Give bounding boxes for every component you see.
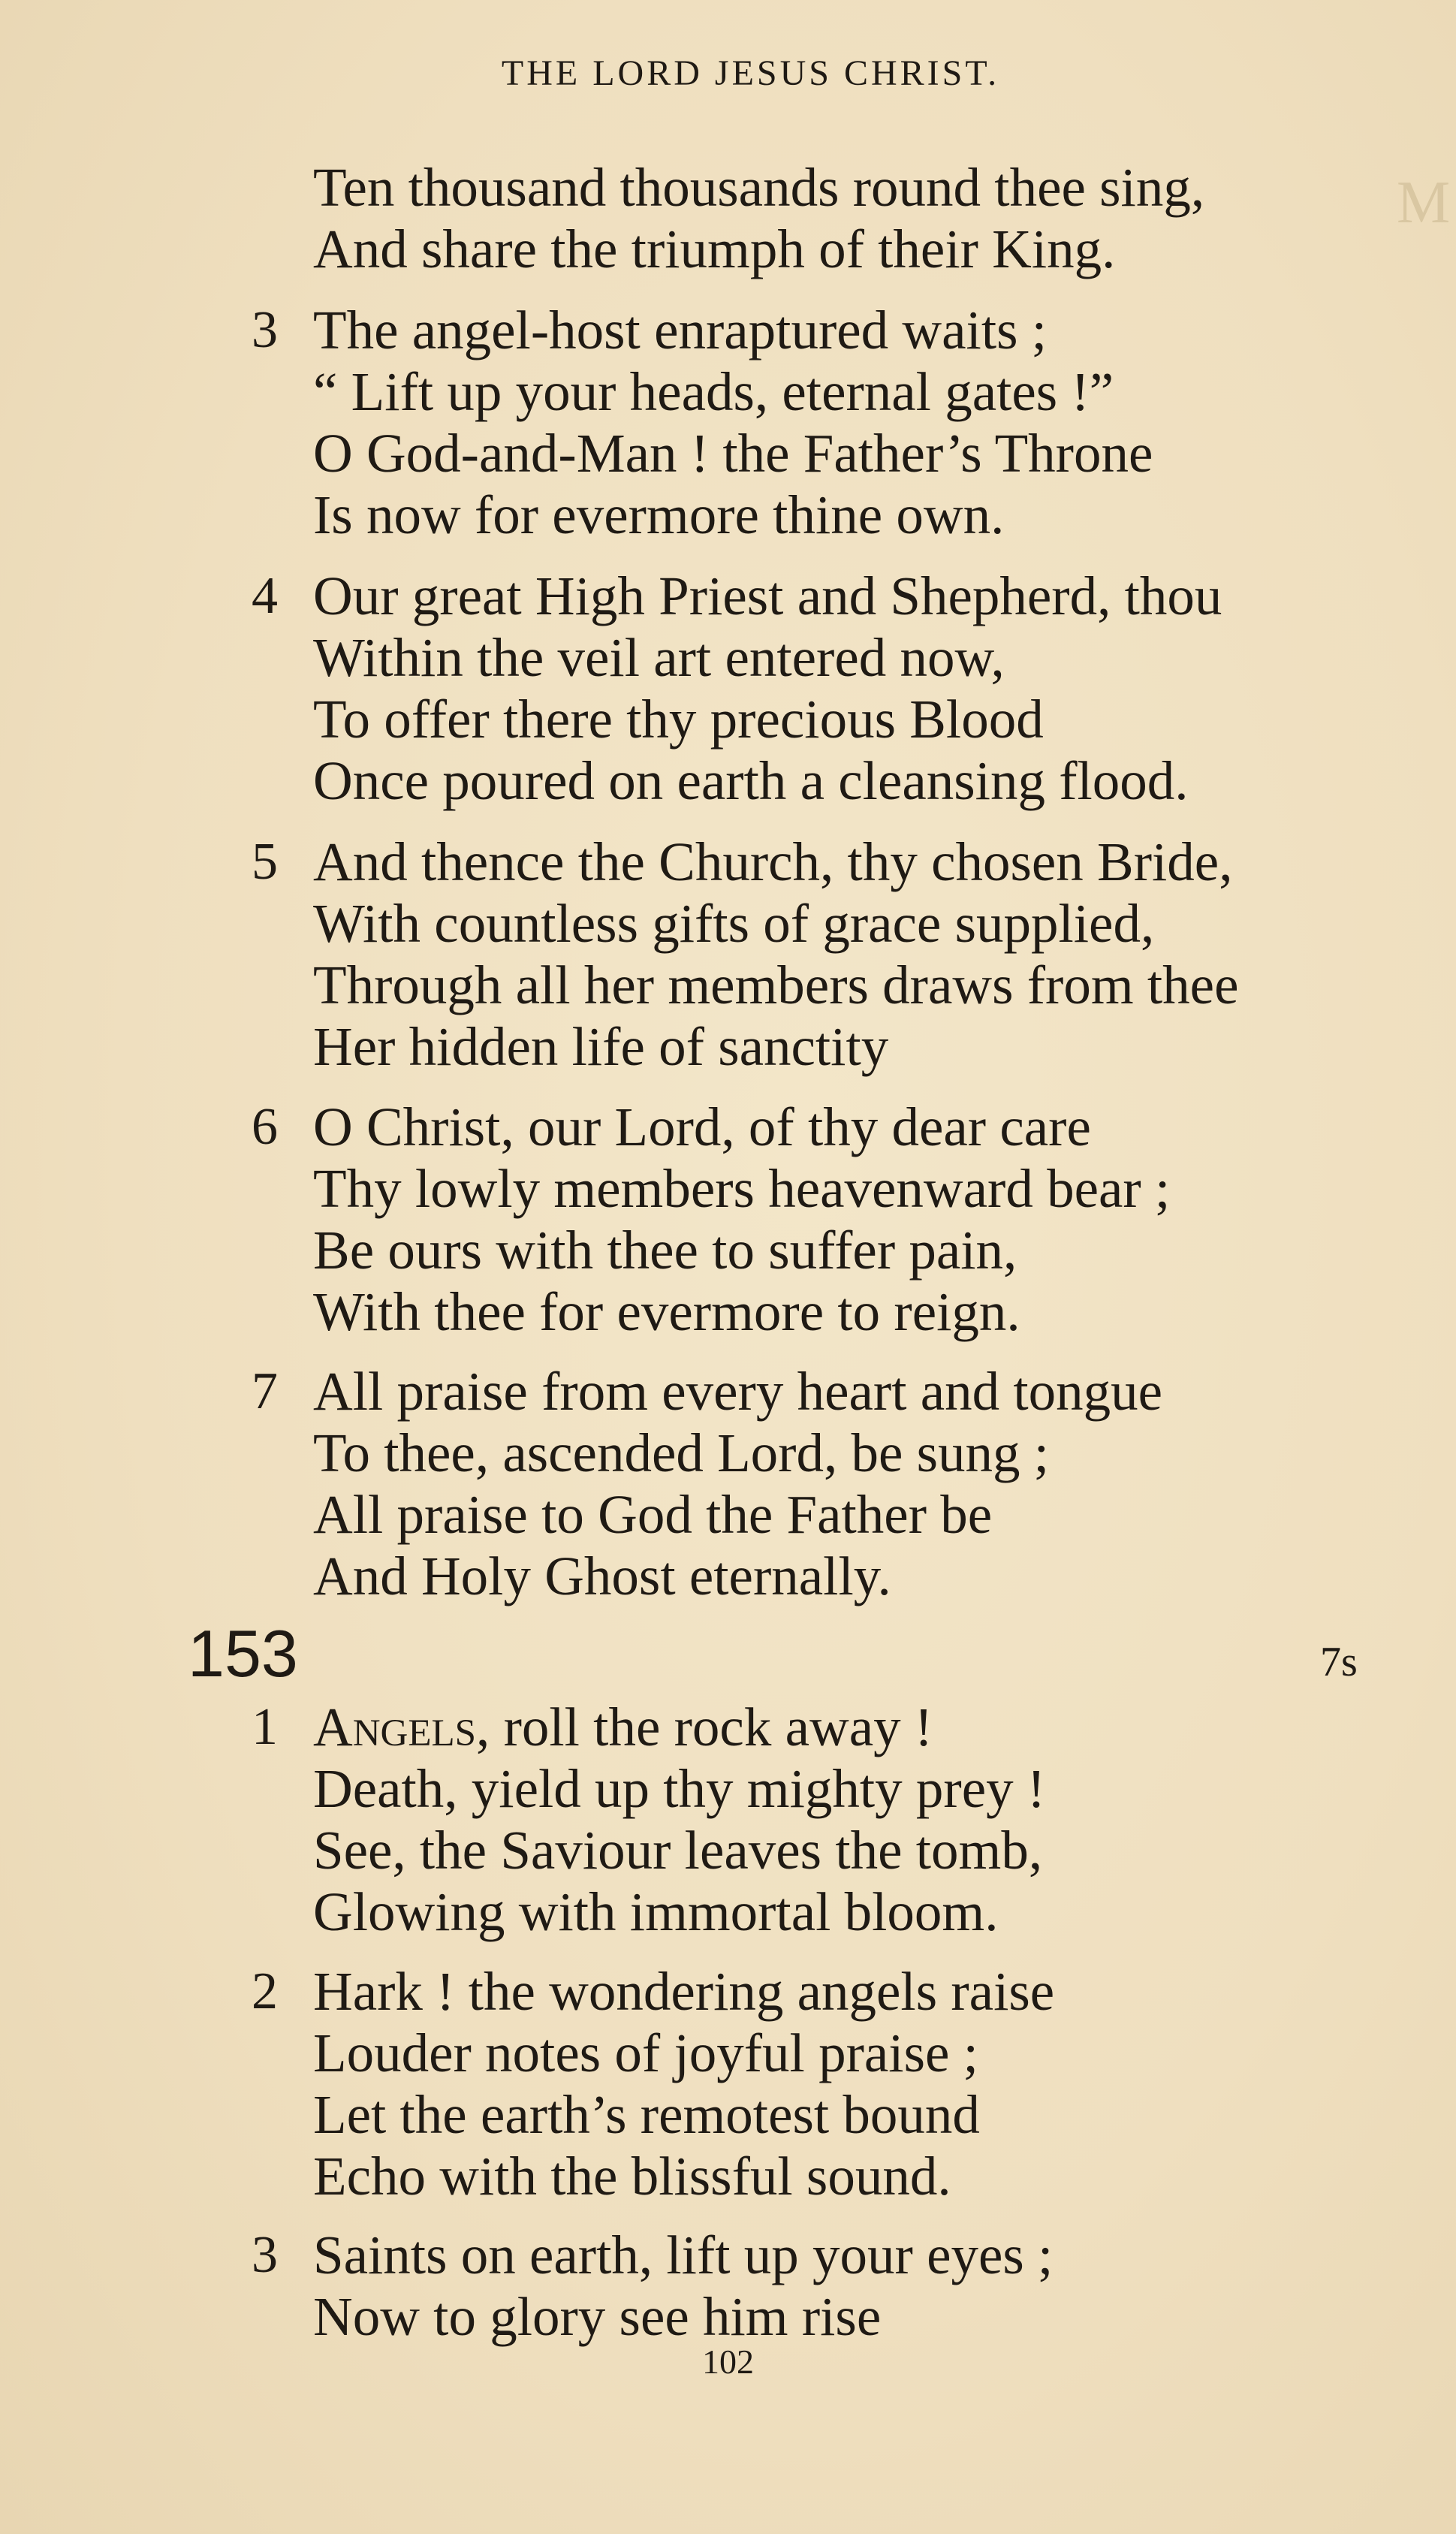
verse-line: Ten thousand thousands round thee sing, <box>313 157 1205 218</box>
show-through-mark: M <box>1397 170 1451 236</box>
verse-number: 3 <box>252 301 278 359</box>
verse-number: 1 <box>252 1698 278 1756</box>
verse-line: Death, yield up thy mighty prey ! <box>313 1758 1046 1819</box>
verse-line: Glowing with immortal bloom. <box>313 1881 999 1942</box>
verse-line: Saints on earth, lift up your eyes ; <box>313 2225 1054 2285</box>
verse-line: Once poured on earth a cleansing flood. <box>313 750 1189 811</box>
verse-line: To thee, ascended Lord, be sung ; <box>313 1422 1050 1483</box>
verse-number: 6 <box>252 1098 278 1156</box>
running-head: THE LORD JESUS CHRIST. <box>501 53 1000 93</box>
hymn-number: 153 <box>188 1616 298 1691</box>
verse-line: Louder notes of joyful praise ; <box>313 2023 978 2083</box>
verse-line: All praise from every heart and tongue <box>313 1361 1163 1422</box>
verse-line: Her hidden life of sanctity <box>313 1016 889 1077</box>
verse-first-word: Angels, <box>313 1697 490 1757</box>
verse-line: And share the triumph of their King. <box>313 219 1116 279</box>
verse-line: Our great High Priest and Shepherd, thou <box>313 566 1222 626</box>
verse-line: O God-and-Man ! the Father’s Throne <box>313 423 1153 484</box>
verse-line-rest: roll the rock away ! <box>490 1697 933 1757</box>
verse-line: Be ours with thee to suffer pain, <box>313 1220 1017 1281</box>
verse-line: And Holy Ghost eternally. <box>313 1546 891 1606</box>
verse-line: Now to glory see him rise <box>313 2286 882 2347</box>
verse-line: And thence the Church, thy chosen Bride, <box>313 831 1233 892</box>
verse-line: “ Lift up your heads, eternal gates !” <box>313 361 1114 422</box>
verse-number: 2 <box>252 1962 278 2020</box>
verse-number: 4 <box>252 567 278 625</box>
verse-number: 3 <box>252 2226 278 2284</box>
verse-line: Let the earth’s remotest bound <box>313 2084 980 2145</box>
verse-line <box>313 1697 933 1757</box>
verse-line: Within the veil art entered now, <box>313 627 1005 688</box>
verse-line: Hark ! the wondering angels raise <box>313 1961 1055 2022</box>
verse-line: O Christ, our Lord, of thy dear care <box>313 1097 1091 1157</box>
verse-line: Through all her members draws from thee <box>313 955 1239 1015</box>
hymn-meter: 7s <box>1320 1639 1358 1685</box>
verse-line: To offer there thy precious Blood <box>313 689 1044 750</box>
verse-line: With thee for evermore to reign. <box>313 1281 1020 1342</box>
verse-line: Thy lowly members heavenward bear ; <box>313 1158 1171 1219</box>
page-number: 102 <box>702 2342 754 2381</box>
verse-line: With countless gifts of grace supplied, <box>313 893 1155 954</box>
verse-line: Echo with the blissful sound. <box>313 2146 951 2207</box>
verse-number: 5 <box>252 833 278 891</box>
verse-number: 7 <box>252 1362 278 1420</box>
verse-line: See, the Saviour leaves the tomb, <box>313 1820 1043 1881</box>
verse-line: All praise to God the Father be <box>313 1484 993 1545</box>
verse-line: The angel-host enraptured waits ; <box>313 300 1048 360</box>
verse-line: Is now for evermore thine own. <box>313 484 1005 545</box>
